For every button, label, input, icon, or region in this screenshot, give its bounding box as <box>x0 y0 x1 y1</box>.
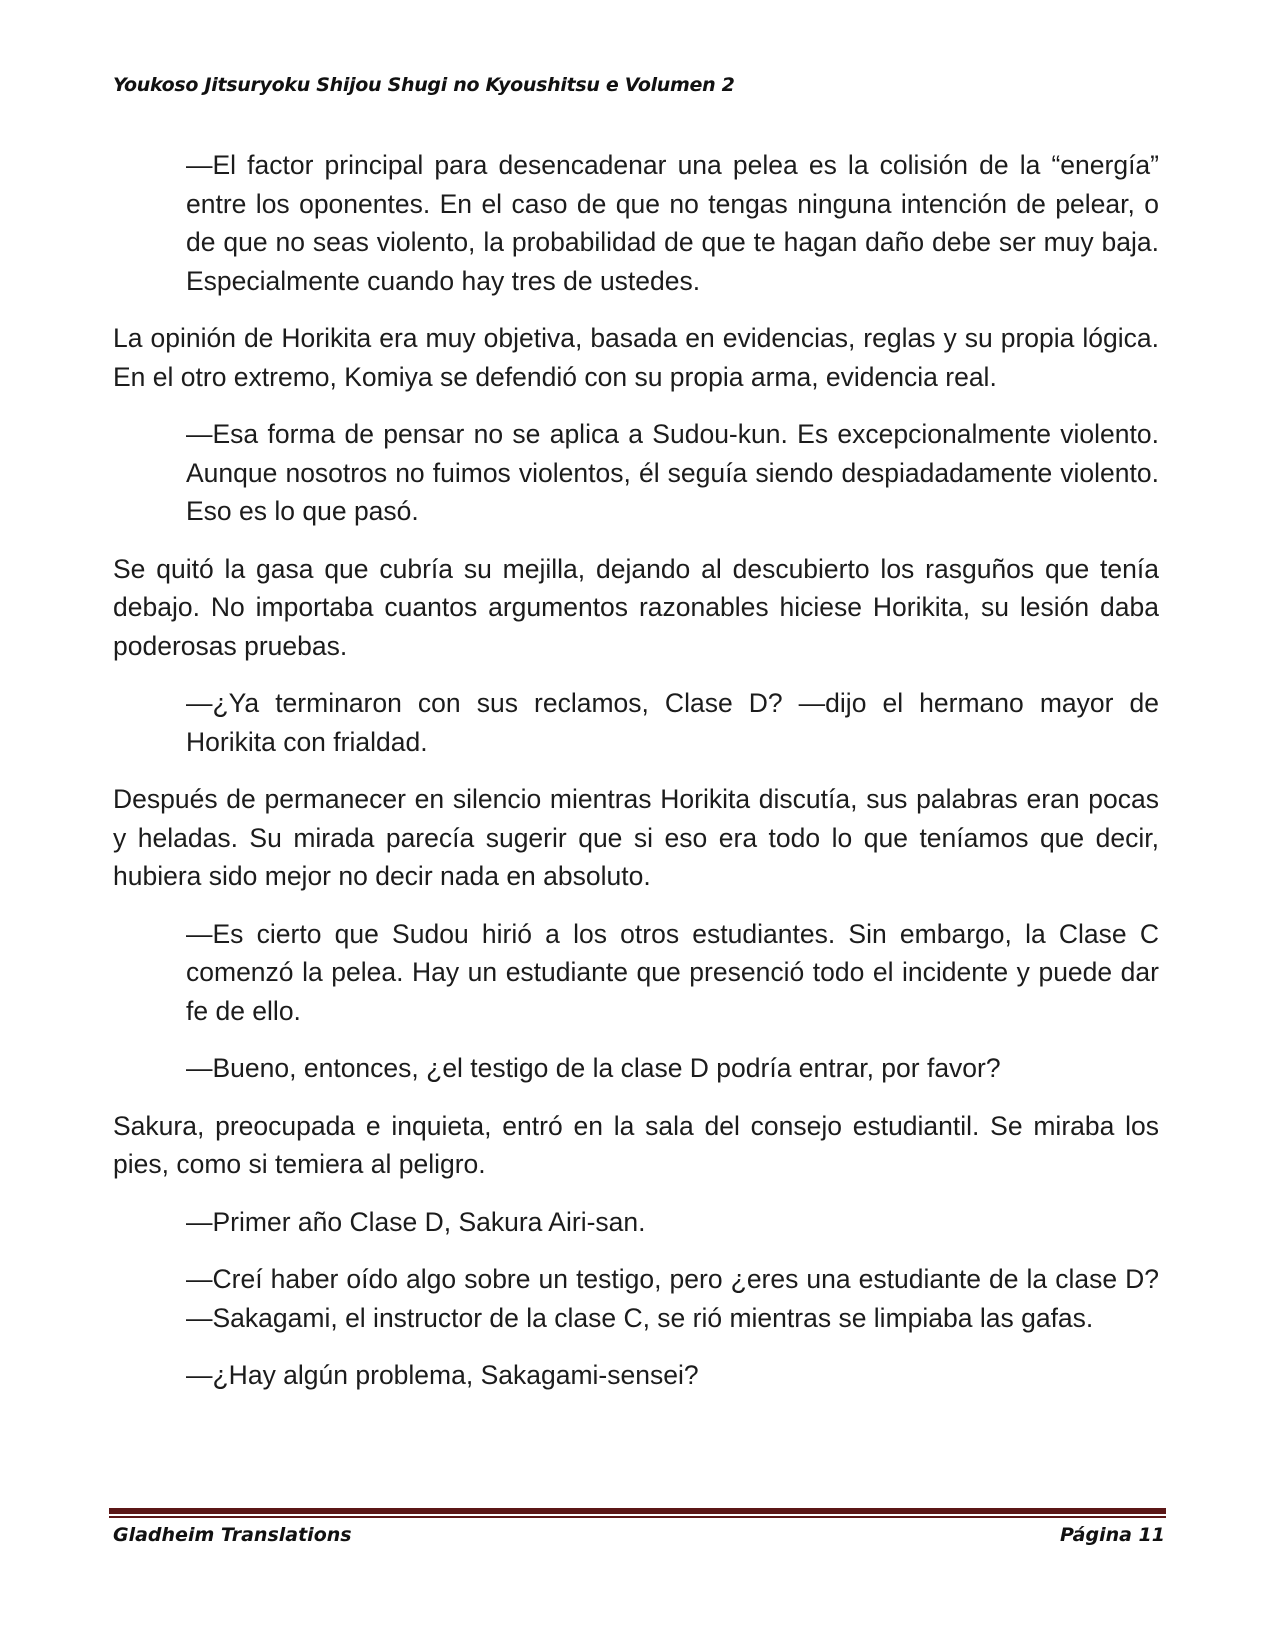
narration-paragraph: Sakura, preocupada e inquieta, entró en la sala del consejo estudiantil. Se miraba los pies, como si temiera al peligro. <box>113 1110 1159 1179</box>
narration-paragraph: Se quitó la gasa que cubría su mejilla, dejando al descubierto los rasguños que tenía debajo. No importaba cuantos argumentos razonables hiciese Horikita, su lesión daba poderosas pruebas. <box>113 553 1159 661</box>
narration-paragraph: La opinión de Horikita era muy objetiva, basada en evidencias, reglas y su propia lógica. En el otro extremo, Komiya se defendió con su propia arma, evidencia real. <box>113 323 1159 392</box>
page-header-title: Youkoso Jitsuryoku Shijou Shugi no Kyoushitsu e Volumen 2 <box>113 74 735 96</box>
narration-paragraph: Después de permanecer en silencio mientras Horikita discutía, sus palabras eran pocas y heladas. Su mirada parecía sugerir que si eso era todo lo que teníamos que decir, hubiera sido mejor no decir nada en absoluto. <box>113 784 1159 891</box>
footer-page-number: Página 11 <box>1059 1524 1165 1546</box>
dialog-paragraph: —Creí haber oído algo sobre un testigo, pero ¿eres una estudiante de la clase D? —Sakagami, el instructor de la clase C, se rió mientras se limpiaba las gafas. <box>186 1264 1159 1333</box>
dialog-paragraph: —Bueno, entonces, ¿el testigo de la clase D podría entrar, por favor? <box>186 1053 1001 1083</box>
page-body <box>113 146 1159 1414</box>
dialog-paragraph: —¿Ya terminaron con sus reclamos, Clase D? —dijo el hermano mayor de Horikita con frialdad. <box>186 688 1159 757</box>
dialog-paragraph: —Primer año Clase D, Sakura Airi-san. <box>186 1206 646 1237</box>
dialog-paragraph: —El factor principal para desencadenar una pelea es la colisión de la “energía” entre los oponentes. En el caso de que no tengas ninguna intención de pelear, o de que no seas violento, la probabilidad de que te hagan daño debe ser muy baja. Especialmente cuando hay tres de ustedes. <box>186 150 1159 296</box>
footer-divider-thin <box>109 1516 1166 1518</box>
dialog-paragraph: —Es cierto que Sudou hirió a los otros estudiantes. Sin embargo, la Clase C comenzó la pelea. Hay un estudiante que presenció todo el incidente y puede dar fe de ello. <box>186 918 1159 1026</box>
dialog-paragraph: —¿Hay algún problema, Sakagami-sensei? <box>186 1360 699 1390</box>
footer-translator-credit: Gladheim Translations <box>113 1524 352 1546</box>
dialog-paragraph: —Esa forma de pensar no se aplica a Sudou-kun. Es excepcionalmente violento. Aunque nosotros no fuimos violentos, él seguía siendo despiadadamente violento. Eso es lo que pasó. <box>186 419 1159 526</box>
footer-divider <box>109 1508 1166 1514</box>
